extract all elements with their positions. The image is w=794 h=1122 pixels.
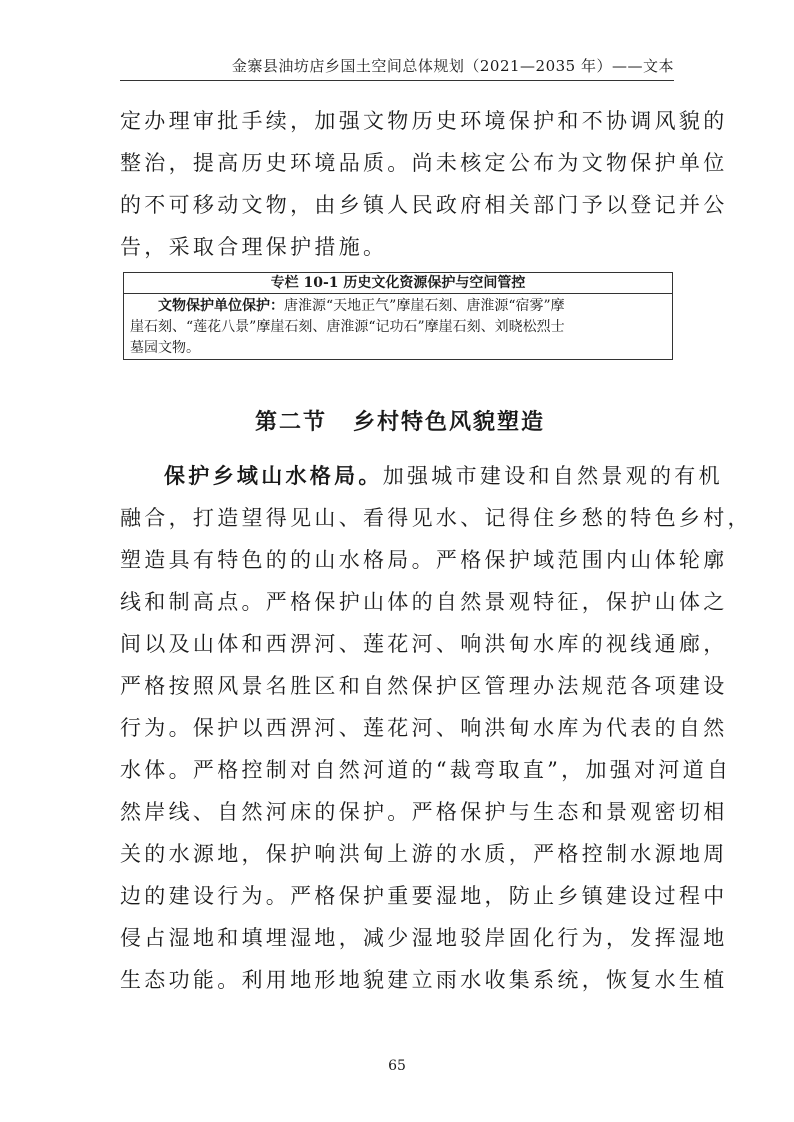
text-line <box>120 455 723 497</box>
text-line: 严格按照风景名胜区和自然保护区管理办法规范各项建设 <box>120 674 728 698</box>
sidebar-box-line: 崖石刻、“莲花八景”摩崖石刻、唐淮源“记功石”摩崖石刻、刘晓松烈士 <box>130 319 565 335</box>
text-line: 塑造具有特色的的山水格局。严格保护域范围内山体轮廓 <box>120 548 728 572</box>
text-line: 定办理审批手续，加强文物历史环境保护和不协调风貌的 <box>120 109 728 133</box>
text-line: 告，采取合理保护措施。 <box>120 235 388 259</box>
text-line: 然岸线、自然河床的保护。严格保护与生态和景观密切相 <box>120 800 728 824</box>
paragraph-landscape-protection <box>120 455 752 1001</box>
text-line: 线和制高点。严格保护山体的自然景观特征，保护山体之 <box>120 590 728 614</box>
paragraph-heritage-protection <box>120 100 728 268</box>
text-line: 的不可移动文物，由乡镇人民政府相关部门予以登记并公 <box>120 193 728 217</box>
section-number: 第二节 <box>254 410 327 435</box>
sidebar-box-line <box>130 296 666 317</box>
text-line: 融合，打造望得见山、看得见水、记得住乡愁的特色乡村， <box>120 506 752 530</box>
text-line: 侵占湿地和填埋湿地，减少湿地驳岸固化行为，发挥湿地 <box>120 926 728 950</box>
paragraph-text: 加强城市建设和自然景观的有机 <box>382 464 723 488</box>
text-line: 边的建设行为。严格保护重要湿地，防止乡镇建设过程中 <box>120 884 728 908</box>
text-line: 水体。严格控制对自然河道的“裁弯取直”，加强对河道自 <box>120 758 732 782</box>
sidebar-box-body <box>124 294 672 359</box>
section-title: 乡村特色风貌塑造 <box>353 410 546 435</box>
sidebar-box-title: 专栏 10-1 历史文化资源保护与空间管控 <box>124 273 672 294</box>
text-line: 整治，提高历史环境品质。尚未核定公布为文物保护单位 <box>120 151 728 175</box>
sidebar-box-text: 唐淮源“天地正气”摩崖石刻、唐淮源“宿雾”摩 <box>284 298 565 314</box>
section-heading <box>120 405 680 441</box>
text-line: 生态功能。利用地形地貌建立雨水收集系统，恢复水生植 <box>120 968 728 992</box>
text-line: 间以及山体和西淠河、莲花河、响洪甸水库的视线通廊， <box>120 632 728 656</box>
sidebar-box-lead: 文物保护单位保护： <box>158 298 284 314</box>
paragraph-lead: 保护乡域山水格局。 <box>164 464 383 488</box>
text-line: 关的水源地，保护响洪甸上游的水质，严格控制水源地周 <box>120 842 728 866</box>
text-line: 行为。保护以西淠河、莲花河、响洪甸水库为代表的自然 <box>120 716 728 740</box>
page-number: 65 <box>388 1058 406 1074</box>
running-header: 金寨县油坊店乡国土空间总体规划（2021—2035 年）——文本 <box>120 52 674 81</box>
sidebar-box-10-1 <box>123 272 673 360</box>
sidebar-box-line: 墓园文物。 <box>130 340 200 356</box>
